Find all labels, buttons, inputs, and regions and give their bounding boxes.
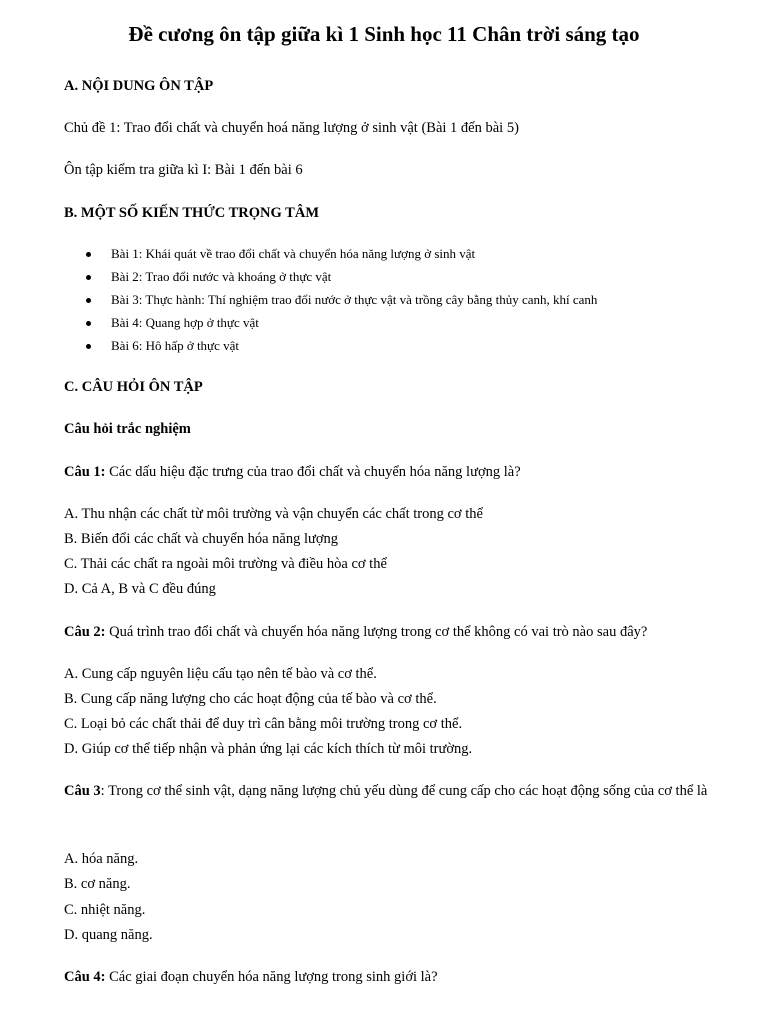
question-1-option-b: B. Biến đổi các chất và chuyển hóa năng lượng (64, 531, 339, 547)
question-label: Câu 4: (64, 969, 106, 985)
question-3-option-c: C. nhiệt năng. (64, 902, 146, 918)
question-label: Câu 1: (64, 464, 106, 480)
question-label: Câu 2: (64, 624, 106, 640)
question-label: Câu 3 (64, 783, 101, 799)
question-2 (64, 624, 647, 641)
question-text: Quá trình trao đổi chất và chuyển hóa năng lượng trong cơ thể không có vai trò nào sau đây? (105, 624, 648, 640)
question-1-option-a: A. Thu nhận các chất từ môi trường và vận chuyển các chất trong cơ thể (64, 506, 483, 522)
question-2-option-b: B. Cung cấp năng lượng cho các hoạt động của tế bào và cơ thể. (64, 691, 437, 707)
question-3-option-b: B. cơ năng. (64, 876, 131, 892)
list-item: Bài 2: Trao đổi nước và khoáng ở thực vật (111, 269, 332, 284)
question-1 (64, 464, 521, 481)
section-a-heading: A. NỘI DUNG ÔN TẬP (64, 78, 214, 94)
question-3 (64, 778, 734, 805)
list-item: Bài 3: Thực hành: Thí nghiệm trao đổi nước ở thực vật và trồng cây bằng thủy canh, khí canh (111, 292, 598, 307)
section-a-line-2: Ôn tập kiểm tra giữa kì I: Bài 1 đến bài 6 (64, 162, 303, 178)
question-3-option-d: D. quang năng. (64, 927, 153, 943)
section-c-heading: C. CÂU HỎI ÔN TẬP (64, 379, 203, 395)
section-a-line-1: Chủ đề 1: Trao đổi chất và chuyển hoá năng lượng ở sinh vật (Bài 1 đến bài 5) (64, 120, 519, 136)
question-2-option-a: A. Cung cấp nguyên liệu cấu tạo nên tế bào và cơ thể. (64, 666, 377, 682)
list-item: Bài 1: Khái quát về trao đổi chất và chuyển hóa năng lượng ở sinh vật (111, 246, 476, 261)
section-b-heading: B. MỘT SỐ KIẾN THỨC TRỌNG TÂM (64, 205, 320, 221)
list-item: Bài 6: Hô hấp ở thực vật (111, 338, 240, 353)
question-text: : Trong cơ thể sinh vật, dạng năng lượng chủ yếu dùng để cung cấp cho các hoạt động sống của cơ thể là (100, 783, 708, 799)
question-4 (64, 969, 438, 986)
section-c-subheading: Câu hỏi trắc nghiệm (64, 421, 191, 437)
document-title: Đề cương ôn tập giữa kì 1 Sinh học 11 Chân trời sáng tạo (128, 22, 640, 46)
question-1-option-d: D. Cả A, B và C đều đúng (64, 581, 216, 597)
question-text: Các giai đoạn chuyển hóa năng lượng trong sinh giới là? (105, 969, 438, 985)
question-3-option-a: A. hóa năng. (64, 851, 139, 867)
question-2-option-c: C. Loại bỏ các chất thải để duy trì cân bằng môi trường trong cơ thể. (64, 716, 463, 732)
list-item: Bài 4: Quang hợp ở thực vật (111, 315, 259, 330)
question-1-option-c: C. Thải các chất ra ngoài môi trường và điều hòa cơ thể (64, 556, 387, 572)
question-text: Các dấu hiệu đặc trưng của trao đổi chất và chuyển hóa năng lượng là? (105, 464, 521, 480)
question-2-option-d: D. Giúp cơ thể tiếp nhận và phản ứng lại các kích thích từ môi trường. (64, 741, 473, 757)
